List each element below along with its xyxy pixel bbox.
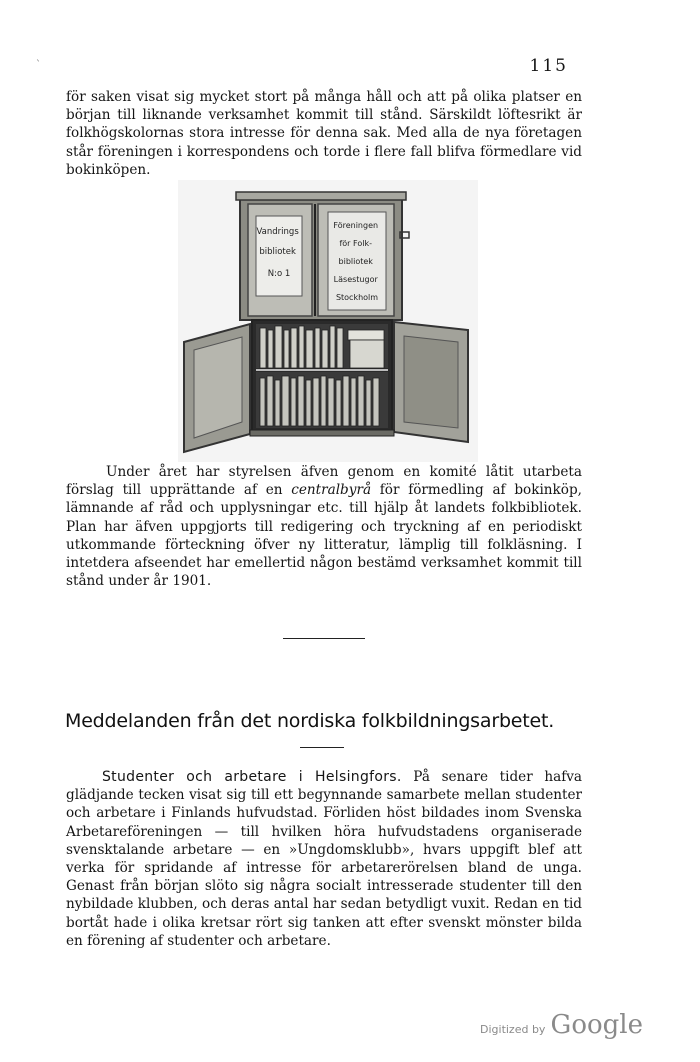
paragraph-middle xyxy=(66,463,582,590)
scan-mark: ` xyxy=(36,60,41,71)
paragraph-middle-start: Under året har styrelsen äfven genom en komité låtit utarbeta förslag till upprättande af en xyxy=(66,464,582,499)
watermark-prefix: Digitized by xyxy=(480,1023,546,1036)
italic-term: centralbyrå xyxy=(291,482,372,499)
page-number: 115 xyxy=(529,56,568,76)
left-label-line-3: N:o 1 xyxy=(267,269,291,279)
section-divider xyxy=(283,638,365,639)
section-paragraph xyxy=(66,768,582,950)
section-body: På senare tider hafva glädjande tecken visat sig till ett begynnande samarbete mellan studenter och arbetare i Finlands hufvudstad. Förliden höst bildades inom Svenska Arbetareföreningen — till hvilken höra hufvudstadens organiserade svensktalande arbetare — en »Ungdomsklubb», hvars uppgift blef att verka för spridande af intresse för arbetarerörelsen bland de unga. Genast från början slöto sig några socialt intresserade studenter till den nybildade klubben, och deras antal har sedan betydligt vuxit. Redan en tid bortåt hade i olika kretsar rört sig tanken att efter svenskt mönster bilda en förening af studenter och arbetare. xyxy=(66,769,583,949)
right-label-line-3: bibliotek xyxy=(338,257,373,266)
right-label-line-5: Stockholm xyxy=(335,293,379,302)
subheading: Studenter och arbetare i Helsingfors. xyxy=(102,769,402,785)
cabinet-base xyxy=(250,430,394,436)
paragraph-middle-end: för förmedling af bokinköp, lämnande af råd och upplysningar etc. till hjälp åt landets folkbibliotek. Plan har äfven uppgjorts till redigering och tryckning af en periodiskt utkommande förteckning öfver ny litteratur, lämplig till folkläsning. I intetdera afseendet har emellertid någon bestämd verksamhet kommit till stånd under år 1901. xyxy=(66,482,582,590)
bookcase-illustration xyxy=(178,180,478,462)
books-top-shelf xyxy=(260,326,384,368)
right-label-line-2: för Folk- xyxy=(339,239,372,248)
section-heading: Meddelanden från det nordiska folkbildningsarbetet. xyxy=(65,710,555,732)
left-label-line-1: Vandrings xyxy=(256,227,299,237)
cabinet-top xyxy=(236,192,406,200)
heading-underline xyxy=(300,747,344,748)
right-label-line-1: Föreningen xyxy=(333,221,379,230)
digitized-watermark xyxy=(480,1010,680,1040)
watermark-brand: Google xyxy=(550,1010,643,1040)
paragraph-top: för saken visat sig mycket stort på många håll och att på olika platser en början till liknande verksamhet kommit till stånd. Särskildt löftesrikt är folkhögskolornas stora intresse för denna sak. Med alla de nya företagen står föreningen i korrespondens och torde i flere fall blifva förmedlare vid bokinköpen. xyxy=(66,89,582,178)
left-label-line-2: bibliotek xyxy=(259,247,296,257)
right-label-line-4: Läsestugor xyxy=(333,275,378,284)
